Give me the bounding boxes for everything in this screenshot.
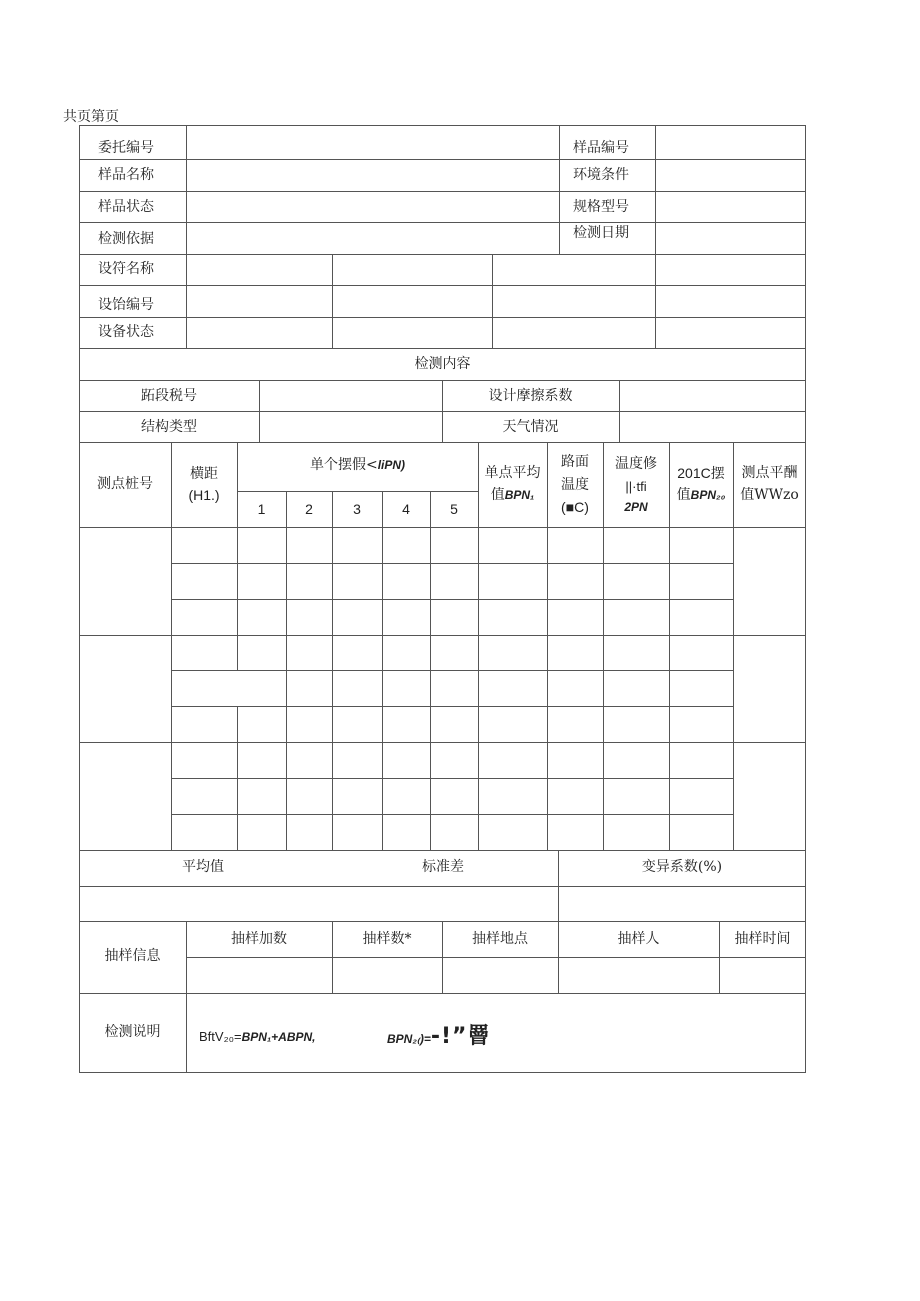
sampling-person-label: 抽样人 bbox=[617, 931, 660, 947]
trial-number-5: 5 bbox=[450, 501, 458, 517]
single-pendulum-header: 单个摆假<liPN) bbox=[309, 457, 406, 473]
equipment-no-label: 设饴编号 bbox=[98, 297, 154, 313]
offset-header: 横距 (H1.) bbox=[188, 466, 220, 503]
sample-state-label: 样品状态 bbox=[98, 199, 154, 215]
sampling-info-label: 抽样信息 bbox=[104, 948, 161, 964]
trial-number-1: 1 bbox=[257, 501, 266, 517]
test-date-input[interactable] bbox=[658, 225, 806, 253]
environment-input[interactable] bbox=[658, 162, 806, 190]
bpn20-header: 201C摆 值BPN₂₀ bbox=[676, 465, 726, 503]
temperature-correction-header: 温度修 ||·tfi 2PN bbox=[615, 456, 657, 514]
test-date-label: 检测日期 bbox=[573, 225, 629, 241]
test-notes-label: 检测说明 bbox=[104, 1024, 161, 1040]
equipment-name-label: 设符名称 bbox=[98, 261, 154, 277]
formula-bpn20: BftV₂₀=BPN₁+ABPN, bbox=[199, 1029, 316, 1044]
point-average-header: 单点平均 值BPN₁ bbox=[484, 465, 541, 503]
spec-model-input[interactable] bbox=[658, 194, 806, 222]
basis-label: 检测依据 bbox=[98, 231, 154, 247]
average-label: 平均值 bbox=[182, 859, 224, 875]
commission-no-label: 委托编号 bbox=[98, 140, 154, 156]
trial-number-3: 3 bbox=[353, 501, 361, 517]
sampling-base-count-label: 抽样加数 bbox=[231, 931, 287, 947]
section-title: 检测内容 bbox=[414, 356, 471, 372]
spec-model-label: 规格型号 bbox=[573, 199, 629, 215]
cv-label: 变异系数(%) bbox=[641, 859, 723, 875]
sample-no-input[interactable] bbox=[658, 128, 806, 158]
structure-type-label: 结构类型 bbox=[141, 419, 197, 435]
sample-no-label: 样品编号 bbox=[573, 140, 629, 156]
section-no-label: 跖段税号 bbox=[141, 388, 197, 404]
sample-state-input[interactable] bbox=[189, 194, 559, 222]
sample-name-input[interactable] bbox=[189, 162, 559, 190]
design-friction-label: 设计摩擦系数 bbox=[488, 388, 573, 404]
point-mean-header: 测点平酬 值WWzo bbox=[740, 465, 799, 503]
equipment-state-label: 设备状态 bbox=[98, 324, 154, 340]
trial-number-2: 2 bbox=[305, 501, 313, 517]
std-dev-label: 标准差 bbox=[422, 859, 464, 875]
weather-label: 天气情况 bbox=[502, 419, 559, 435]
sample-name-label: 样品名称 bbox=[98, 167, 154, 183]
page-count-note: 共页第页 bbox=[63, 109, 119, 125]
basis-input[interactable] bbox=[189, 225, 559, 253]
formula-bpn2: BPN₂₍)=-!”罾 bbox=[387, 1024, 491, 1049]
road-temperature-header: 路面 温度 (■C) bbox=[561, 454, 589, 515]
commission-no-input[interactable] bbox=[189, 128, 559, 158]
trial-number-4: 4 bbox=[402, 501, 410, 517]
sampling-time-label: 抽样时间 bbox=[734, 931, 791, 947]
environment-label: 环境条件 bbox=[573, 167, 629, 183]
sampling-location-label: 抽样地点 bbox=[472, 931, 528, 947]
test-record-table bbox=[79, 125, 806, 1073]
station-header: 测点桩号 bbox=[97, 476, 153, 492]
sampling-count-label: 抽样数* bbox=[362, 931, 412, 947]
